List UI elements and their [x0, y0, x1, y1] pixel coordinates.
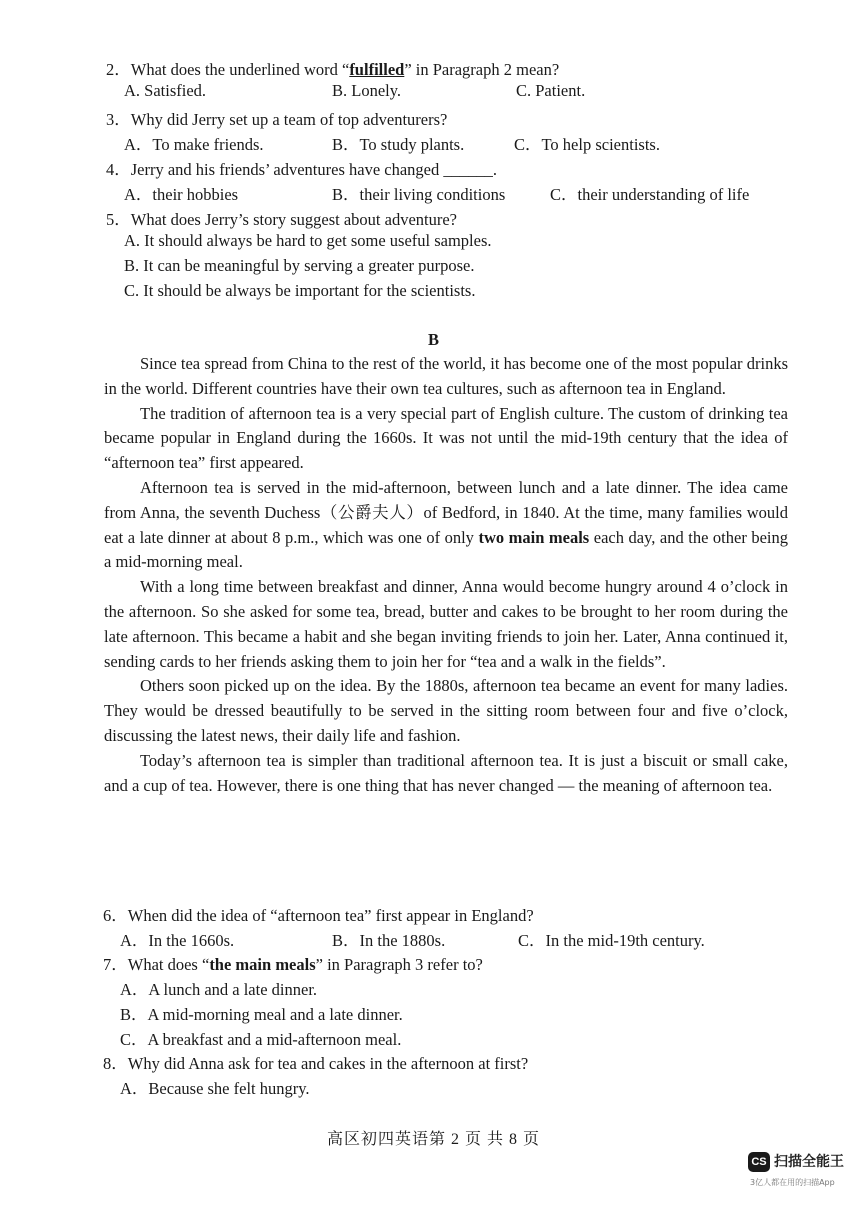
passage-paragraph-2: The tradition of afternoon tea is a very special part of English culture. The custom of drinking tea became popular in England during the 1660s. It was not until the mid-19th century that the idea of “afternoon tea” first appeared. — [104, 403, 788, 473]
question-5-option-c: C. It should be always be important for the scientists. — [124, 281, 476, 300]
question-4-option-a: A．their hobbies — [124, 185, 239, 204]
question-5-stem: 5．What does Jerry’s story suggest about adventure? — [106, 210, 457, 229]
question-7-stem — [103, 951, 483, 975]
question-5-option-b: B. It can be meaningful by serving a greater purpose. — [124, 256, 475, 275]
question-2-option-a: A. Satisfied. — [124, 81, 207, 100]
question-7-stem-start: 7．What does “ — [103, 955, 210, 974]
scanner-tagline: 3亿人都在用的扫描App — [750, 1178, 835, 1187]
question-6-options — [120, 927, 800, 949]
section-b-heading: B — [427, 330, 439, 349]
scanner-logo-icon: CS — [748, 1152, 770, 1172]
question-6-option-c: C．In the mid-19th century. — [518, 931, 705, 950]
question-2-option-b: B. Lonely. — [332, 81, 402, 100]
reading-passage-b — [104, 352, 788, 798]
question-6-stem: 6．When did the idea of “afternoon tea” first appear in England? — [103, 906, 534, 925]
question-2-option-c: C. Patient. — [516, 81, 586, 100]
question-4-stem: 4．Jerry and his friends’ adventures have changed ______. — [106, 160, 497, 179]
scanner-watermark — [748, 1150, 858, 1212]
question-3-option-c: C．To help scientists. — [514, 135, 660, 154]
question-7-bold-phrase: the main meals — [209, 955, 316, 974]
question-6-option-a: A．In the 1660s. — [120, 931, 235, 950]
question-3-option-b: B．To study plants. — [332, 135, 465, 154]
question-7-option-a: A．A lunch and a late dinner. — [120, 980, 318, 999]
passage-paragraph-6: Today’s afternoon tea is simpler than traditional afternoon tea. It is just a biscuit or small cake, and a cup of tea. However, there is one thing that has never changed — the meaning of afternoon tea. — [104, 750, 788, 795]
question-5-option-a: A. It should always be hard to get some useful samples. — [124, 231, 492, 250]
question-3-stem: 3．Why did Jerry set up a team of top adventurers? — [106, 110, 448, 129]
question-2-options — [124, 81, 804, 103]
passage-paragraph-5: Others soon picked up on the idea. By the 1880s, afternoon tea became an event for many ladies. They would be dressed beautifully to be served in the sitting room between four and five o’clock, discussing the latest news, their daily life and fashion. — [104, 676, 788, 745]
question-2-stem-end: ” in Paragraph 2 mean? — [404, 60, 560, 79]
question-2-stem — [106, 56, 559, 80]
question-6-option-b: B．In the 1880s. — [332, 931, 446, 950]
scanner-app-name: 扫描全能王 — [774, 1154, 844, 1170]
question-8-stem: 8．Why did Anna ask for tea and cakes in the afternoon at first? — [103, 1054, 529, 1073]
paragraph-3-text-end: each day, and the other being a mid-morning meal. — [104, 527, 788, 572]
question-4-option-b: B．their living conditions — [332, 185, 506, 204]
question-4-option-c: C．their understanding of life — [550, 185, 750, 204]
question-3-option-a: A．To make friends. — [124, 135, 264, 154]
paragraph-3-bold-phrase: two main meals — [478, 527, 590, 547]
question-3-options — [124, 131, 804, 153]
question-8-option-a: A．Because she felt hungry. — [120, 1079, 310, 1098]
question-7-stem-end: ” in Paragraph 3 refer to? — [315, 955, 483, 974]
question-2-underlined-word: fulfilled — [349, 60, 405, 79]
question-7-option-b: B．A mid-morning meal and a late dinner. — [120, 1005, 403, 1024]
question-4-options — [124, 181, 804, 203]
passage-paragraph-3 — [104, 476, 788, 575]
question-7-option-c: C．A breakfast and a mid-afternoon meal. — [120, 1030, 402, 1049]
passage-paragraph-4: With a long time between breakfast and dinner, Anna would become hungry around 4 o’clock in the afternoon. So she asked for some tea, bread, butter and cakes to be brought to her room during the late afternoon. This became a habit and she began inviting friends to join her. Later, Anna continued it, sending cards to her friends asking them to join her for “tea and a walk in the fields”. — [104, 577, 788, 671]
passage-paragraph-1: Since tea spread from China to the rest of the world, it has become one of the most popular drinks in the world. Different countries have their own tea cultures, such as afternoon tea in England. — [104, 354, 788, 398]
question-2-stem-start: 2．What does the underlined word “ — [106, 60, 350, 79]
page-footer: 高区初四英语第 2 页 共 8 页 — [326, 1131, 540, 1148]
paragraph-3-text-start: Afternoon tea is served in the mid-afternoon, between lunch and a late dinner. The idea came from Anna, the seventh Duchess（公爵夫人）of Bedford, in 1840. At the time, many families would eat a late dinner at about 8 p.m., which was one of only — [104, 477, 788, 547]
